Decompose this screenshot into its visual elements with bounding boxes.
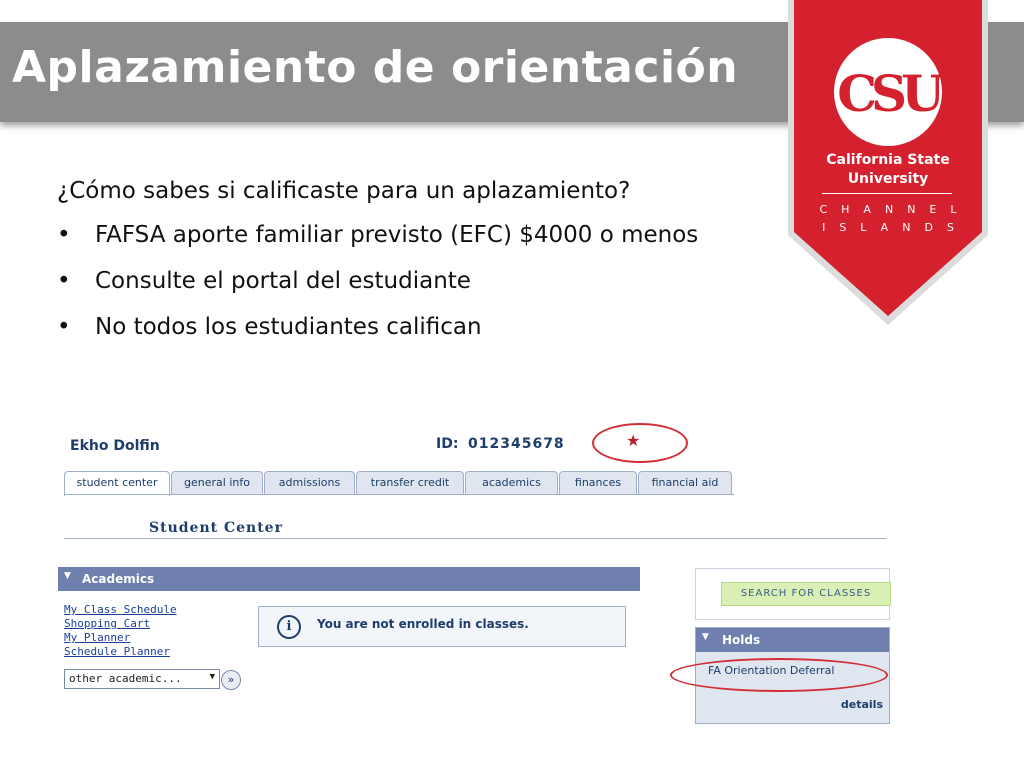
- bullet-text: Consulte el portal del estudiante: [95, 268, 471, 294]
- notice-text: You are not enrolled in classes.: [317, 617, 529, 631]
- tab-bar-divider: [64, 494, 734, 495]
- academics-title: Academics: [82, 572, 155, 586]
- chevron-down-icon: ▼: [209, 672, 215, 682]
- bullet-dot: •: [57, 314, 71, 340]
- link-schedule-planner[interactable]: Schedule Planner: [64, 645, 170, 658]
- academics-header[interactable]: [58, 567, 640, 591]
- collapse-icon[interactable]: ▼: [702, 632, 709, 642]
- bullet-item: [57, 268, 698, 314]
- tab-admissions[interactable]: admissions: [264, 471, 355, 494]
- id-label: ID:: [436, 436, 459, 452]
- holds-header[interactable]: [696, 628, 889, 652]
- tab-finances[interactable]: finances: [559, 471, 637, 494]
- link-my-planner[interactable]: My Planner: [64, 631, 131, 644]
- hold-item: FA Orientation Deferral: [708, 664, 835, 677]
- bullet-item: [57, 314, 698, 360]
- university-name-line2: University: [847, 171, 929, 187]
- id-value: 012345678: [468, 436, 565, 452]
- select-value: other academic...: [69, 672, 182, 685]
- bullet-text: FAFSA aporte familiar previsto (EFC) $4000 o menos: [95, 222, 699, 248]
- student-portal-screenshot: [58, 420, 888, 730]
- search-panel: [695, 568, 890, 620]
- slide-title: Aplazamiento de orientación: [12, 42, 739, 93]
- section-title: Student Center: [149, 520, 283, 536]
- highlight-circle: [670, 658, 888, 692]
- search-for-classes-button[interactable]: SEARCH FOR CLASSES: [721, 582, 891, 606]
- holds-panel: [695, 627, 890, 724]
- university-name-line1: California State: [826, 152, 950, 168]
- bullet-dot: •: [57, 268, 71, 294]
- bullet-item: [57, 222, 698, 268]
- go-button[interactable]: »: [221, 670, 241, 690]
- holds-title: Holds: [722, 633, 761, 647]
- tab-student-center[interactable]: student center: [64, 471, 170, 496]
- bullet-list: [57, 222, 698, 360]
- details-link[interactable]: details: [840, 698, 883, 711]
- banner-divider: [822, 193, 952, 194]
- student-name: Ekho Dolfin: [70, 438, 160, 454]
- bullet-dot: •: [57, 222, 71, 248]
- link-shopping-cart[interactable]: Shopping Cart: [64, 617, 151, 630]
- tab-transfer-credit[interactable]: transfer credit: [356, 471, 464, 494]
- star-icon: ★: [626, 431, 641, 450]
- slide-question: ¿Cómo sabes si calificaste para un aplazamiento?: [57, 178, 631, 204]
- csu-logo: [834, 38, 942, 146]
- link-my-class-schedule[interactable]: My Class Schedule: [64, 603, 177, 616]
- enrollment-notice: [258, 606, 626, 647]
- csu-banner: [788, 0, 988, 325]
- collapse-icon[interactable]: ▼: [64, 571, 71, 581]
- campus-name-line2: ISLANDS: [822, 221, 968, 234]
- bullet-text: No todos los estudiantes califican: [95, 314, 482, 340]
- section-divider: [64, 538, 886, 539]
- info-icon: i: [277, 615, 301, 639]
- tab-financial-aid[interactable]: financial aid: [638, 471, 732, 494]
- campus-name-line1: CHANNEL: [819, 203, 971, 216]
- tab-general-info[interactable]: general info: [171, 471, 263, 494]
- university-name: [788, 151, 988, 189]
- csu-logo-text: CSU: [837, 64, 939, 123]
- academic-options-select[interactable]: [64, 669, 220, 689]
- tab-academics[interactable]: academics: [465, 471, 558, 494]
